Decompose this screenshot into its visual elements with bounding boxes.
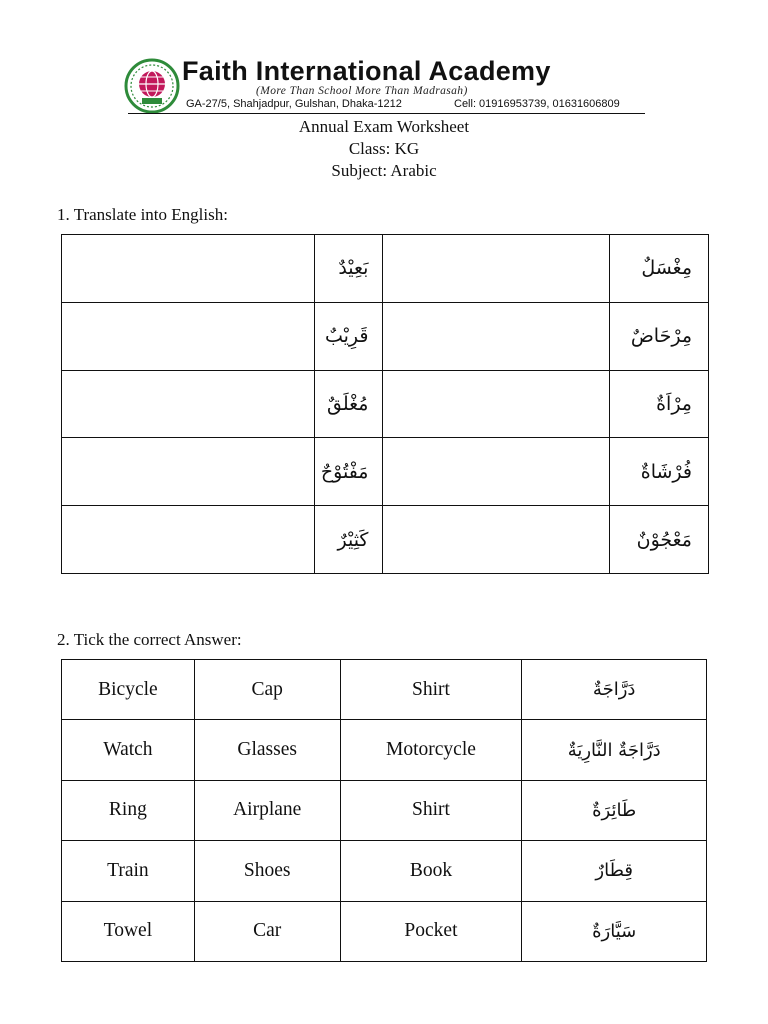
arabic-word: مِغْسَلٌ [610, 235, 709, 303]
translate-table [61, 234, 709, 574]
school-logo-icon [124, 58, 180, 114]
table-row [62, 780, 707, 840]
arabic-word: قَرِيْبٌ [314, 302, 383, 370]
worksheet-title [0, 116, 768, 182]
answer-blank[interactable] [62, 302, 315, 370]
academy-phone: Cell: 01916953739, 01631606809 [454, 98, 620, 110]
answer-option[interactable]: Ring [62, 780, 195, 840]
arabic-word: سَيَّارَةٌ [522, 901, 707, 961]
header-divider [128, 113, 645, 114]
answer-option[interactable]: Train [62, 841, 195, 901]
table-row [62, 235, 709, 303]
table-row [62, 302, 709, 370]
answer-option[interactable]: Bicycle [62, 660, 195, 720]
answer-option[interactable]: Car [194, 901, 340, 961]
arabic-word: دَرَّاجَةٌ النَّارِيَةٌ [522, 720, 707, 780]
answer-option[interactable]: Shirt [340, 660, 522, 720]
arabic-word: طَائِرَةٌ [522, 780, 707, 840]
answer-blank[interactable] [383, 506, 610, 574]
arabic-word: دَرَّاجَةٌ [522, 660, 707, 720]
answer-option[interactable]: Glasses [194, 720, 340, 780]
arabic-word: مَفْتُوْحٌ [314, 438, 383, 506]
answer-option[interactable]: Pocket [340, 901, 522, 961]
exam-title: Annual Exam Worksheet [298, 117, 470, 136]
class-label: Class: KG [348, 139, 420, 158]
table-row [62, 901, 707, 961]
answer-option[interactable]: Book [340, 841, 522, 901]
academy-name: Faith International Academy [182, 56, 551, 86]
table-row [62, 506, 709, 574]
answer-option[interactable]: Airplane [194, 780, 340, 840]
table-row [62, 438, 709, 506]
tick-answer-table [61, 659, 707, 962]
table-row [62, 841, 707, 901]
answer-blank[interactable] [383, 302, 610, 370]
answer-option[interactable]: Watch [62, 720, 195, 780]
subject-label: Subject: Arabic [331, 161, 437, 180]
academy-tagline: (More Than School More Than Madrasah) [256, 85, 468, 97]
answer-blank[interactable] [62, 506, 315, 574]
arabic-word: كَثِيْرٌ [314, 506, 383, 574]
arabic-word: قِطَارٌ [522, 841, 707, 901]
answer-option[interactable]: Motorcycle [340, 720, 522, 780]
arabic-word: فُرْشَاةٌ [610, 438, 709, 506]
answer-option[interactable]: Towel [62, 901, 195, 961]
question-2-heading: 2. Tick the correct Answer: [57, 630, 242, 649]
answer-blank[interactable] [62, 370, 315, 438]
answer-option[interactable]: Cap [194, 660, 340, 720]
arabic-word: مِرْحَاضٌ [610, 302, 709, 370]
table-row [62, 660, 707, 720]
school-header [124, 56, 646, 116]
arabic-word: مُغْلَقٌ [314, 370, 383, 438]
answer-blank[interactable] [383, 235, 610, 303]
answer-option[interactable]: Shirt [340, 780, 522, 840]
arabic-word: مِرْاَةٌ [610, 370, 709, 438]
answer-blank[interactable] [383, 438, 610, 506]
arabic-word: مَعْجُوْنٌ [610, 506, 709, 574]
answer-blank[interactable] [62, 235, 315, 303]
answer-blank[interactable] [62, 438, 315, 506]
academy-address: GA-27/5, Shahjadpur, Gulshan, Dhaka-1212 [186, 98, 402, 110]
table-row [62, 370, 709, 438]
answer-option[interactable]: Shoes [194, 841, 340, 901]
answer-blank[interactable] [383, 370, 610, 438]
question-1-heading: 1. Translate into English: [57, 205, 228, 224]
table-row [62, 720, 707, 780]
arabic-word: بَعِيْدٌ [314, 235, 383, 303]
